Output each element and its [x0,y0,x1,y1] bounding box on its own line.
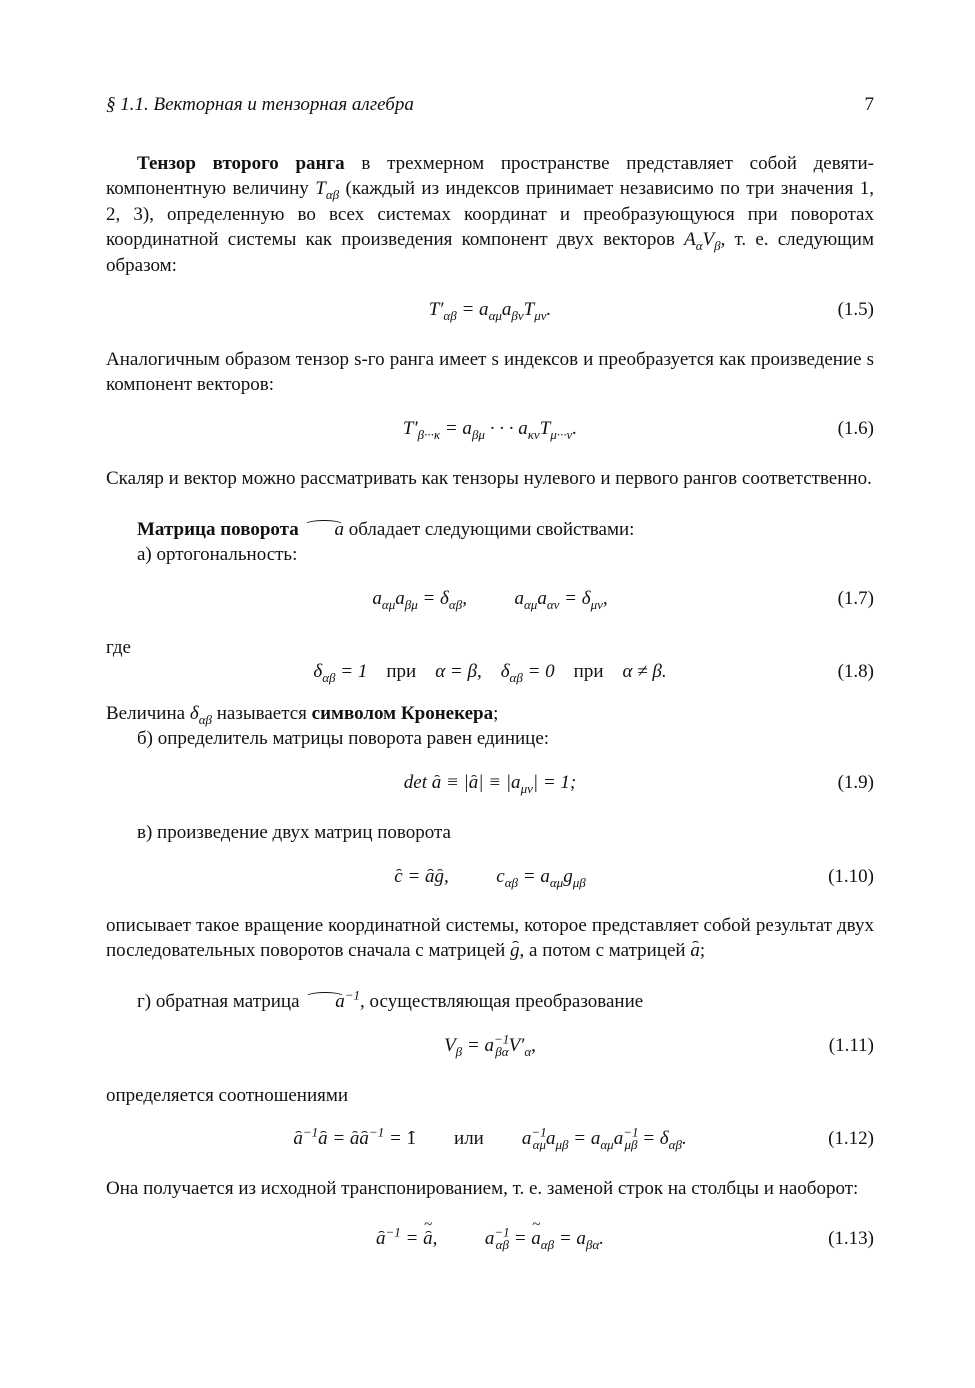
term-rotation-matrix: Матрица поворота [137,519,299,540]
item-c-product: в) произведение двух матриц поворота [137,822,451,843]
equation-number: (1.11) [828,1035,874,1056]
item-a-orthogonality: а) ортогональность: [137,544,298,565]
formula: c = ag, $c_{\alpha\beta} = a_{\alpha\mu}g_{\mu\beta}$ [394,866,586,890]
page-number: 7 [864,94,874,115]
equation-1-10 [106,866,874,896]
formula: $a^{-1}a = aa^{-1} = 1$ или $a^{-1}_{\alpha\mu}a_{\mu\beta} = a_{\alpha\mu}a^{-1}_{\mu\beta} = \delta_{\alpha\beta}$. [293,1124,687,1152]
equation-1-9 [106,772,874,802]
paragraph-scalar-vector: Скаляр и вектор можно рассматривать как тензоры нулевого и первого рангов соответственно. [106,468,872,489]
paragraph-kronecker: Величина $\delta_{\alpha\beta}$ называется символом Кронекера; [106,703,499,727]
formula: $\det a \equiv |a| \equiv |a_{\mu\nu}| = 1$; [403,772,577,796]
word-where: где [106,637,131,658]
formula: $a^{-1}$ = ~ a, $a^{-1}_{\alpha\beta}$ = ~ $a_{\alpha\beta} = a_{\beta\alpha}$. [106,1228,874,1250]
term-second-rank-tensor: Тензор второго ранга [137,153,345,174]
formula: $T'_{\beta\cdot\cdot\cdot\kappa} = a_{\beta\mu}$ · · · $a_{\kappa\nu}T_{\mu\cdot\cdot\cdot\nu}$. [402,418,578,442]
equation-number: (1.12) [828,1128,874,1149]
equation-number: (1.9) [837,772,874,793]
formula: $\delta_{\alpha\beta} = 1$ при α = β, $\delta_{\alpha\beta} = 0$ при α ≠ β. [313,661,667,685]
equation-number: (1.7) [837,588,874,609]
equation-number: (1.6) [837,418,874,439]
equation-1-13 [106,1224,874,1258]
paragraph-defined-by: определяется соотношениями [106,1085,349,1106]
formula-inline: $A_\alpha V_\beta$ [684,229,721,254]
equation-number: (1.8) [837,661,874,682]
paragraph-rotation-matrix: Матрица поворота a обладает следующими свойствами: [106,517,874,542]
equation-1-7 [106,588,874,618]
formula: $V_\beta = a^{-1}_{\beta\alpha}V'_\alpha$, [444,1031,536,1059]
term-kronecker-symbol: символом Кронекера [311,703,494,724]
equation-number: (1.10) [828,866,874,887]
formula-inline: $T_{\alpha\beta}$ [315,178,340,203]
paragraph-rotation-composition: описывает такое вращение координатной системы, которое представляет собой результат двух последовательных поворотов сначала с матрицей g, а потом с матрицей a; [106,913,874,964]
section-title: § 1.1. Векторная и тензорная алгебра [106,94,414,115]
equation-1-8 [106,661,874,691]
equation-1-5 [106,299,874,329]
equation-1-11 [106,1031,874,1065]
paragraph-tensor-definition: Тензор второго ранга в трехмерном пространстве представляет собой девяти-компонентную величину $T_{\alpha\beta}$ (каждый из индексов принимает независимо по три значения 1, 2, 3), определенную во всех системах координат и преобразующуюся при поворотах координатной системы как произведения компонент двух векторов $A_\alpha V_\beta$, т. е. следующим образом: [106,153,875,276]
item-d-inverse: г) обратная матрица $a^{-1}$, осуществляющая преобразование [106,989,874,1014]
equation-number: (1.5) [837,299,874,320]
paragraph-transpose: Она получается из исходной транспонированием, т. е. заменой строк на столбцы и наоборот: [106,1178,859,1199]
running-header [106,94,874,124]
formula: $T'_{\alpha\beta} = a_{\alpha\mu}a_{\beta\nu}T_{\mu\nu}$. [428,299,552,323]
equation-1-6 [106,418,874,448]
hat-a-symbol: a [303,517,344,542]
equation-1-12 [106,1124,874,1158]
formula: $a_{\alpha\mu}a_{\beta\mu} = \delta_{\alpha\beta}$, $a_{\alpha\mu}a_{\alpha\nu} = \delta_{\mu\nu}$, [372,588,608,612]
equation-number: (1.13) [828,1228,874,1249]
paragraph-s-rank: Аналогичным образом тензор s-го ранга имеет s индексов и преобразуется как произведение s компонент векторов: [106,349,874,396]
item-b-determinant: б) определитель матрицы поворота равен единице: [137,728,550,749]
